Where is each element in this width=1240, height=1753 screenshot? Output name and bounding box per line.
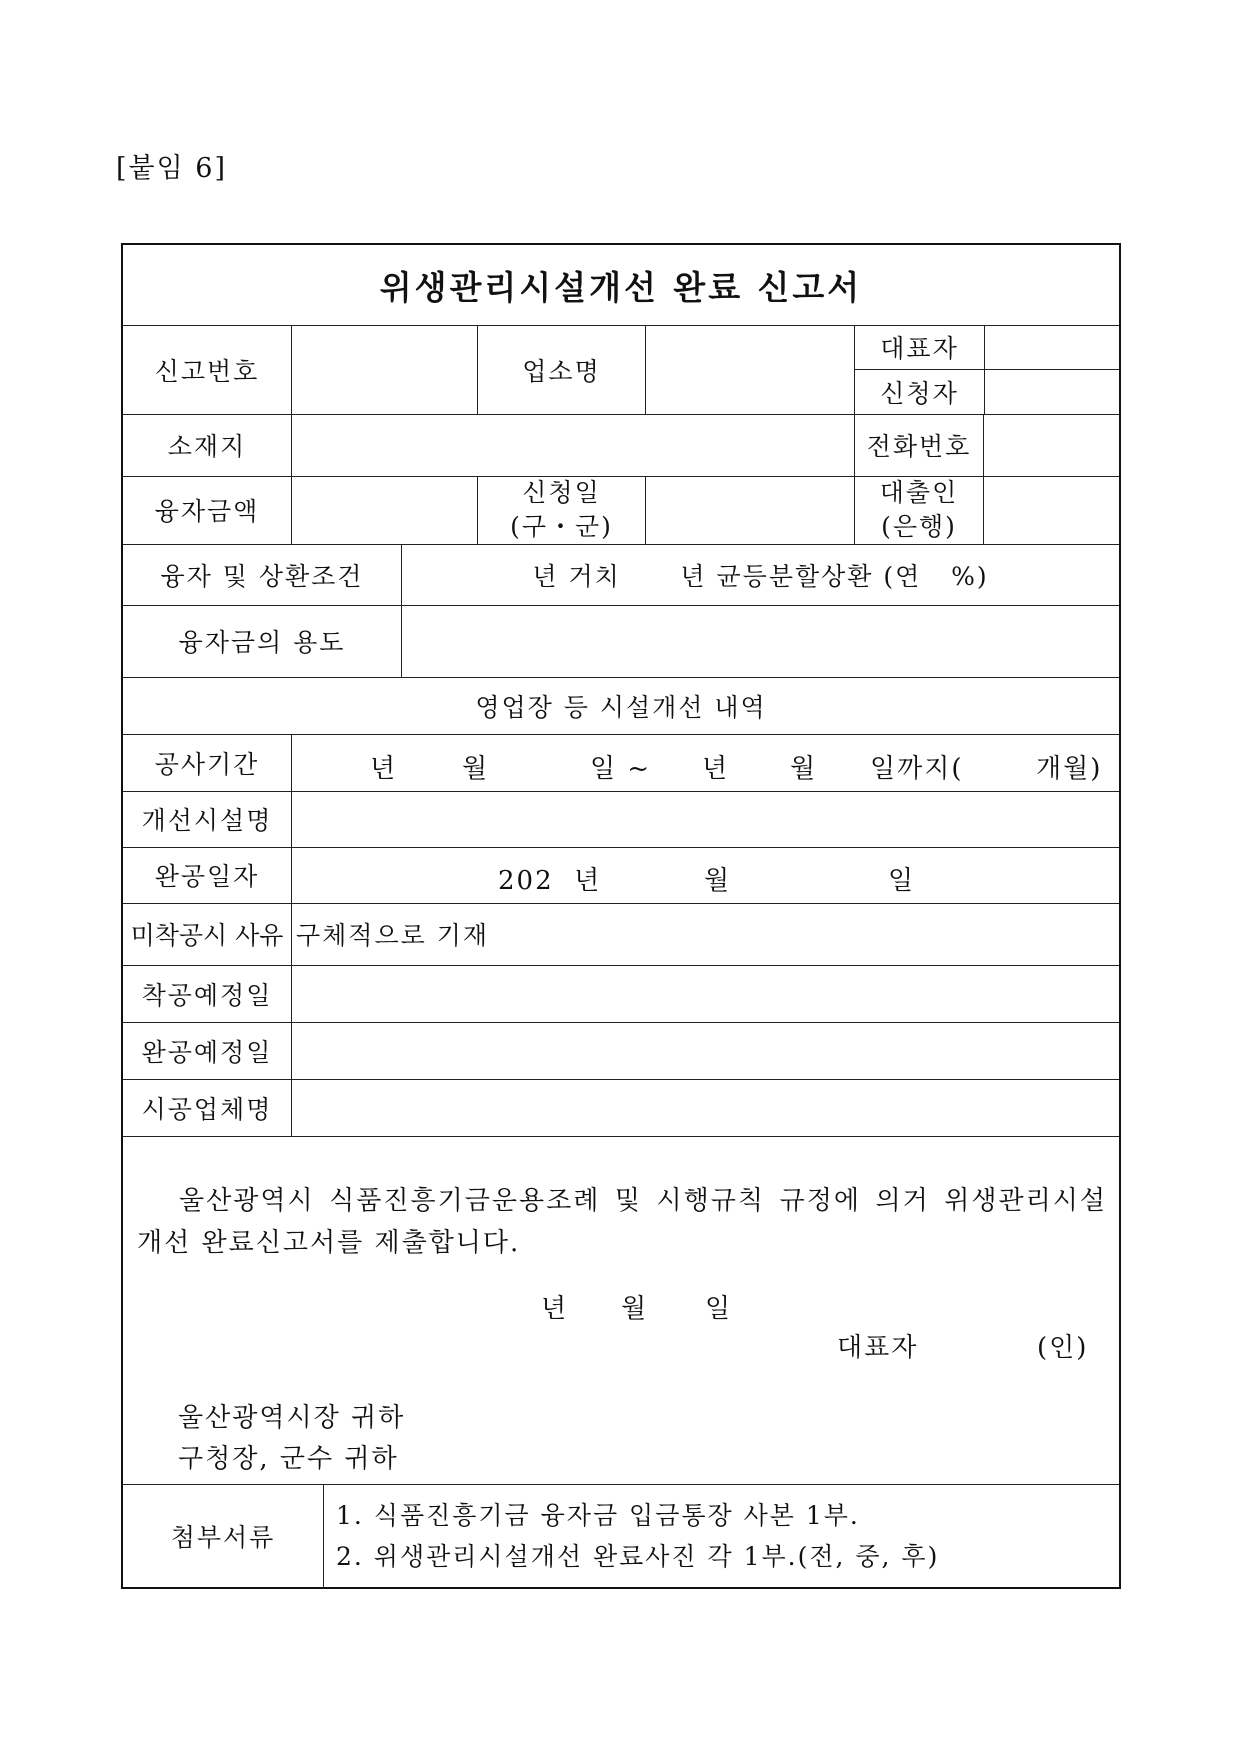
input-loan-terms[interactable]: 년 거치 년 균등분할상환 (연 %) xyxy=(401,544,1119,605)
attachment-item: 1. 식품진흥기금 융자금 입금통장 사본 1부. xyxy=(336,1501,860,1530)
input-contractor[interactable] xyxy=(291,1079,1119,1136)
label-construction-period: 공사기간 xyxy=(154,749,260,779)
row-construction-period xyxy=(123,734,1119,792)
recipient-mayor: 울산광역시장 귀하 xyxy=(178,1403,406,1433)
report-form xyxy=(121,243,1121,1589)
label-contractor: 시공업체명 xyxy=(141,1094,273,1124)
completion-month: 월 xyxy=(704,866,732,896)
label-planned-start: 착공예정일 xyxy=(141,980,273,1010)
label-lender-sub: (은행) xyxy=(881,512,957,541)
input-completion-date[interactable] xyxy=(291,847,1119,903)
incomplete-reason-hint: 구체적으로 기재 xyxy=(296,921,489,950)
signature-seal: (인) xyxy=(1037,1333,1089,1363)
label-phone: 전화번호 xyxy=(854,414,983,476)
label-apply-date xyxy=(477,476,645,544)
row-completion-date xyxy=(123,847,1119,904)
label-applicant: 신청자 xyxy=(880,378,959,408)
label-business-name: 업소명 xyxy=(477,325,645,414)
title-row xyxy=(123,245,1119,326)
input-incomplete-reason[interactable] xyxy=(291,903,1119,965)
period-month2: 월 xyxy=(790,754,818,784)
date-month: 월 xyxy=(621,1294,649,1324)
label-apply-date-main: 신청일 xyxy=(522,478,601,507)
row-loan-use xyxy=(123,605,1119,678)
recipient-district: 구청장, 군수 귀하 xyxy=(178,1444,399,1474)
input-report-no[interactable] xyxy=(291,325,477,414)
input-loan-use[interactable] xyxy=(401,605,1119,677)
row-contractor xyxy=(123,1079,1119,1137)
period-year1: 년 xyxy=(370,754,398,784)
row-planned-completion xyxy=(123,1022,1119,1080)
row-loan-amount xyxy=(123,476,1119,545)
label-lender-main: 대출인 xyxy=(879,478,959,507)
label-facility-name: 개선시설명 xyxy=(141,806,273,835)
input-business-name[interactable] xyxy=(645,325,854,414)
label-apply-date-sub: (구・군) xyxy=(510,512,613,541)
label-representative: 대표자 xyxy=(880,334,959,363)
attachments-list xyxy=(323,1484,939,1588)
label-address: 소재지 xyxy=(167,432,247,461)
row-incomplete-reason xyxy=(123,903,1119,966)
input-apply-date[interactable] xyxy=(645,476,854,544)
input-phone[interactable] xyxy=(983,414,1119,476)
declaration-text: 울산광역시 식품진흥기금운용조례 및 시행규칙 규정에 의거 위생관리시설개선 완료신고서를 제출합니다. xyxy=(137,1186,1107,1258)
label-completion-date: 완공일자 xyxy=(154,862,260,891)
row-section-title xyxy=(123,677,1119,735)
label-incomplete-reason: 미착공시 사유 xyxy=(130,921,284,950)
label-lender xyxy=(854,476,983,544)
input-facility-name[interactable] xyxy=(291,791,1119,847)
input-applicant[interactable] xyxy=(984,369,1119,414)
label-loan-terms: 융자 및 상환조건 xyxy=(160,561,364,591)
row-attachments xyxy=(123,1484,1119,1588)
row-address xyxy=(123,414,1119,477)
completion-day: 일 xyxy=(888,866,916,896)
row-loan-terms xyxy=(123,544,1119,606)
input-loan-amount[interactable] xyxy=(291,476,477,544)
input-planned-completion[interactable] xyxy=(291,1022,1119,1079)
attachment-label: [붙임 6] xyxy=(116,153,227,184)
period-months: 개월) xyxy=(1036,754,1103,784)
date-day: 일 xyxy=(705,1294,733,1324)
period-until: 일까지( xyxy=(870,754,964,784)
input-construction-period[interactable] xyxy=(291,734,1119,791)
label-attachments: 첨부서류 xyxy=(170,1523,276,1552)
form-title: 위생관리시설개선 완료 신고서 xyxy=(379,267,863,307)
input-lender[interactable] xyxy=(983,476,1119,544)
input-address[interactable] xyxy=(291,414,854,476)
attachment-item: 2. 위생관리시설개선 완료사진 각 1부.(전, 중, 후) xyxy=(336,1542,940,1571)
label-report-no: 신고번호 xyxy=(154,356,260,386)
label-planned-completion: 완공예정일 xyxy=(141,1037,273,1067)
period-year2: 년 xyxy=(702,754,730,784)
period-day1: 일 ~ xyxy=(590,754,652,784)
row-planned-start xyxy=(123,965,1119,1023)
input-representative[interactable] xyxy=(984,325,1119,369)
declaration-block xyxy=(123,1136,1119,1485)
row-report-no xyxy=(123,325,1119,415)
date-year: 년 xyxy=(541,1294,569,1324)
label-loan-use: 융자금의 용도 xyxy=(178,628,346,657)
row-facility-name xyxy=(123,791,1119,848)
completion-year: 202 년 xyxy=(498,866,602,896)
signature-representative: 대표자 xyxy=(837,1333,919,1363)
rep-applicant-block xyxy=(854,325,1119,414)
input-planned-start[interactable] xyxy=(291,965,1119,1022)
section-title: 영업장 등 시설개선 내역 xyxy=(475,692,767,722)
period-month1: 월 xyxy=(462,754,490,784)
label-loan-amount: 융자금액 xyxy=(154,497,260,526)
